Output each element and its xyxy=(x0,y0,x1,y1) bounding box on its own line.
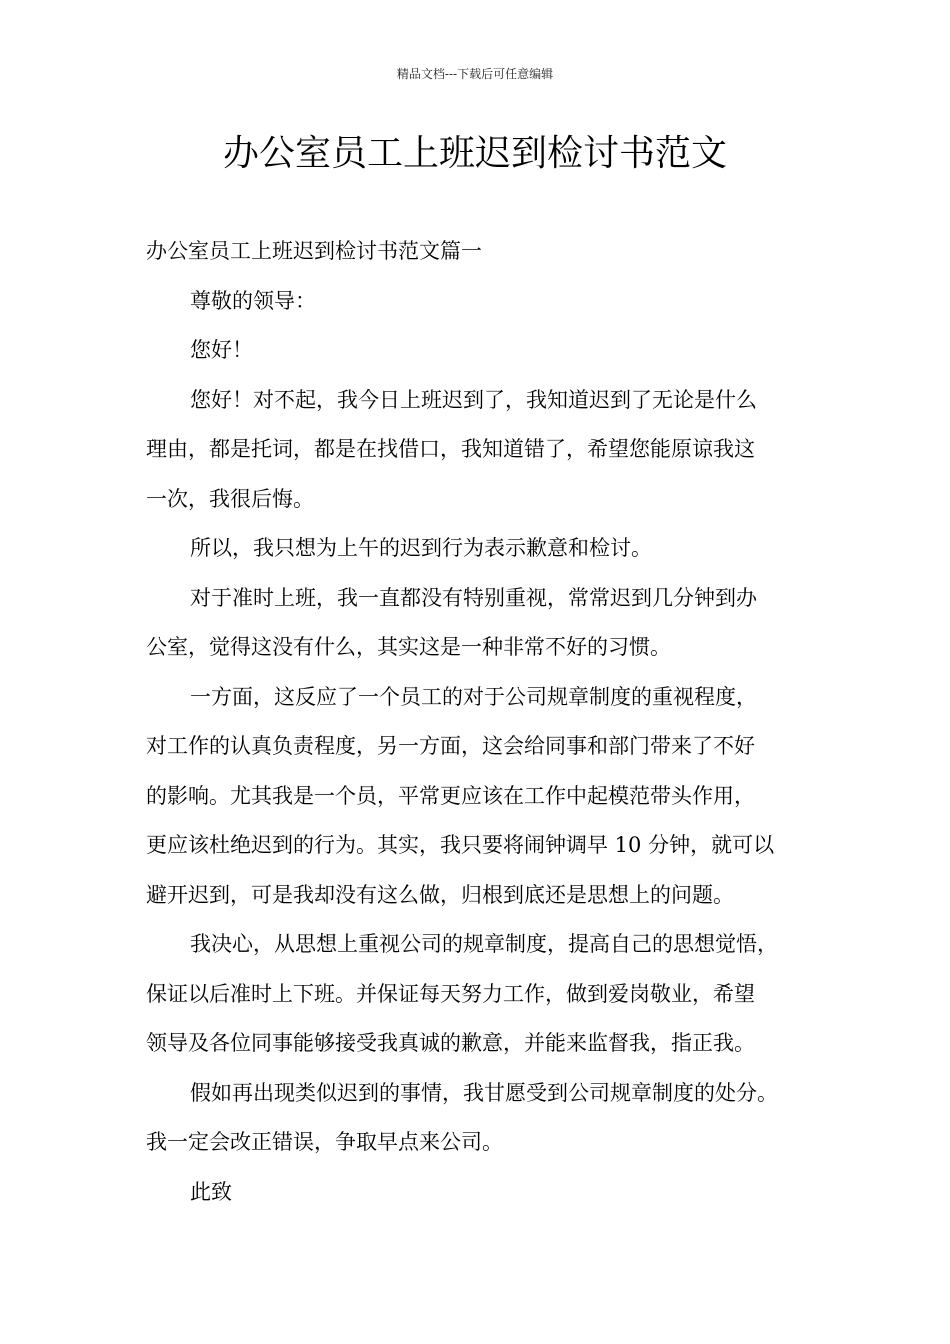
body-line: 您好！对不起，我今日上班迟到了，我知道迟到了无论是什么 xyxy=(190,387,757,412)
body-line: 尊敬的领导： xyxy=(190,288,316,313)
body-line: 办公室员工上班迟到检讨书范文篇一 xyxy=(146,239,482,263)
body-line: 所以，我只想为上午的迟到行为表示歉意和检讨。 xyxy=(190,536,652,560)
body-line: 此致 xyxy=(190,1179,232,1204)
body-line: 您好！ xyxy=(190,338,253,362)
body-line: 一次，我很后悔。 xyxy=(146,486,314,511)
document-title: 办公室员工上班迟到检讨书范文 xyxy=(222,133,727,174)
body-line: 理由，都是托词，都是在找借口，我知道错了，希望您能原谅我这 xyxy=(146,437,755,461)
header-note: 精品文档---下载后可任意编辑 xyxy=(396,67,554,81)
body-line: 我一定会改正错误，争取早点来公司。 xyxy=(146,1130,503,1154)
body-line: 我决心，从思想上重视公司的规章制度，提高自己的思想觉悟， xyxy=(190,932,778,956)
document-body xyxy=(146,227,836,1217)
body-line: 对工作的认真负责程度，另一方面，这会给同事和部门带来了不好 xyxy=(146,734,755,758)
body-line: 一方面，这反应了一个员工的对于公司规章制度的重视程度， xyxy=(190,684,757,709)
body-line: 更应该杜绝迟到的行为。其实，我只要将闹钟调早 10 分钟，就可以 xyxy=(146,833,775,857)
body-line: 避开迟到，可是我却没有这么做，归根到底还是思想上的问题。 xyxy=(146,882,734,907)
body-line: 领导及各位同事能够接受我真诚的歉意，并能来监督我，指正我。 xyxy=(146,1031,755,1055)
body-line: 公室，觉得这没有什么，其实这是一种非常不好的习惯。 xyxy=(146,635,671,659)
body-line: 假如再出现类似迟到的事情，我甘愿受到公司规章制度的处分。 xyxy=(190,1080,778,1105)
body-line: 的影响。尤其我是一个员，平常更应该在工作中起模范带头作用， xyxy=(146,783,755,808)
body-line: 保证以后准时上下班。并保证每天努力工作，做到爱岗敬业，希望 xyxy=(146,981,755,1006)
body-line: 对于准时上班，我一直都没有特别重视，常常迟到几分钟到办 xyxy=(190,585,757,610)
